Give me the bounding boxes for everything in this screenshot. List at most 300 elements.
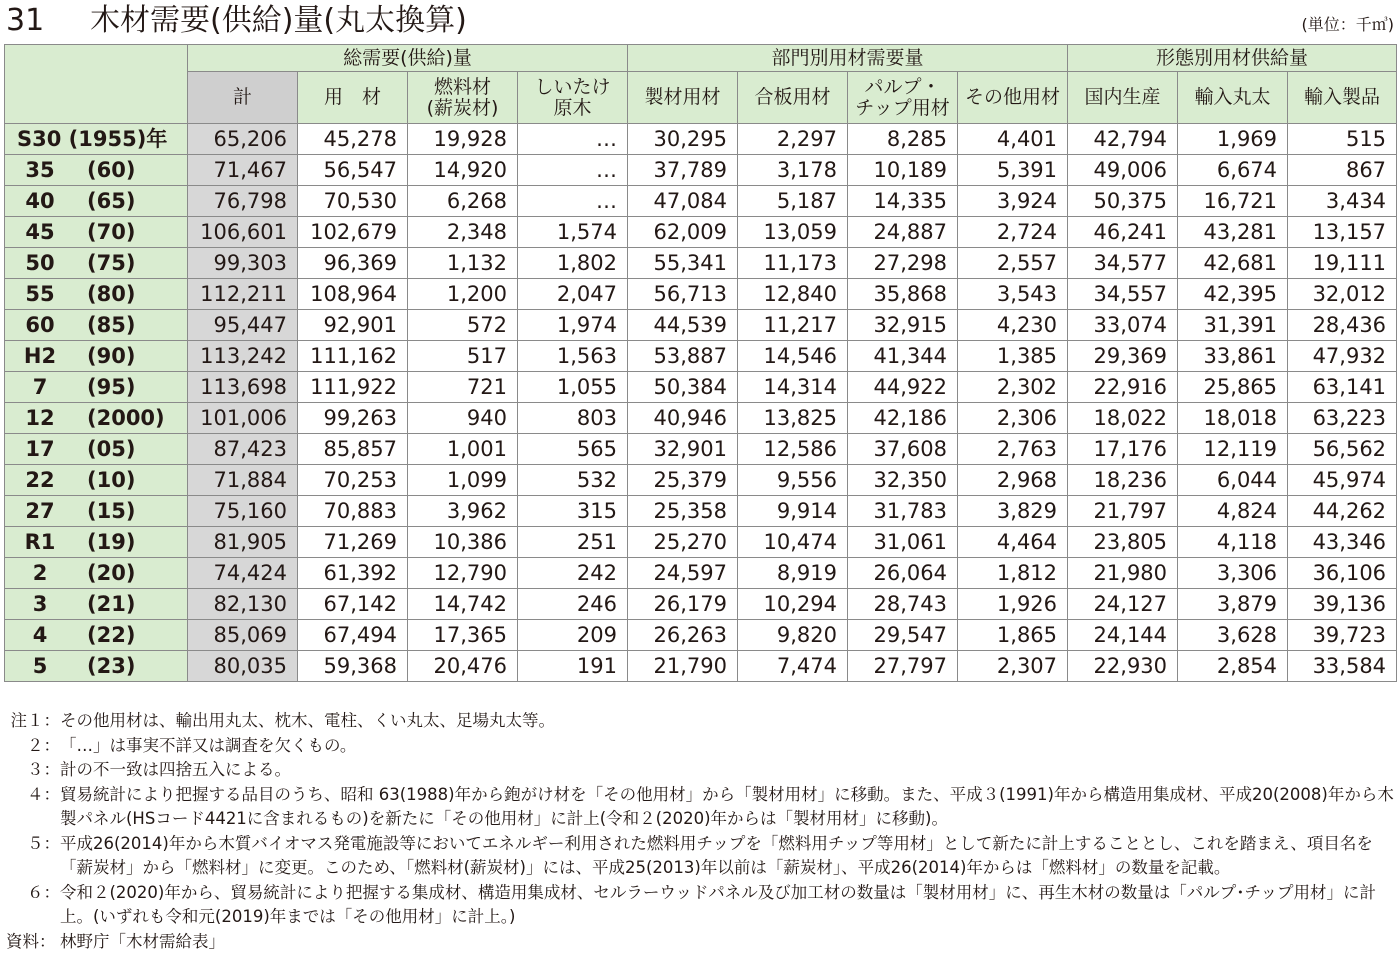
- cell-value: 113,242: [188, 341, 298, 372]
- cell-value: 25,379: [628, 465, 738, 496]
- cell-value: 532: [518, 465, 628, 496]
- cell-value: 112,211: [188, 279, 298, 310]
- cell-value: 40,946: [628, 403, 738, 434]
- cell-value: 25,865: [1178, 372, 1288, 403]
- cell-value: 49,006: [1068, 155, 1178, 186]
- cell-value: 45,974: [1288, 465, 1397, 496]
- cell-value: 74,424: [188, 558, 298, 589]
- era-year: 2: [32, 561, 48, 585]
- col-header-total: 計: [188, 72, 298, 124]
- note-label: ６：: [27, 882, 60, 902]
- cell-value: 3,628: [1178, 620, 1288, 651]
- cell-value: 1,132: [408, 248, 518, 279]
- western-year: (65): [87, 189, 136, 213]
- cell-value: 81,905: [188, 527, 298, 558]
- cell-value: 16,721: [1178, 186, 1288, 217]
- cell-value: 7,474: [738, 651, 848, 682]
- cell-value: 26,064: [848, 558, 958, 589]
- cell-value: 87,423: [188, 434, 298, 465]
- row-year: [5, 186, 188, 217]
- cell-value: 20,476: [408, 651, 518, 682]
- row-year: [5, 279, 188, 310]
- cell-value: 32,915: [848, 310, 958, 341]
- cell-value: 63,223: [1288, 403, 1397, 434]
- western-year: (95): [87, 375, 136, 399]
- cell-value: 17,176: [1068, 434, 1178, 465]
- cell-value: 92,901: [298, 310, 408, 341]
- cell-value: 27,298: [848, 248, 958, 279]
- cell-value: 6,674: [1178, 155, 1288, 186]
- cell-value: 63,141: [1288, 372, 1397, 403]
- note-item: [6, 832, 1398, 881]
- cell-value: 2,348: [408, 217, 518, 248]
- western-year: (05): [87, 437, 136, 461]
- era-year: 7: [32, 375, 48, 399]
- table-row: [5, 341, 1397, 372]
- cell-value: 3,543: [958, 279, 1068, 310]
- cell-value: 44,539: [628, 310, 738, 341]
- table-row: [5, 217, 1397, 248]
- cell-value: 9,556: [738, 465, 848, 496]
- cell-value: 31,061: [848, 527, 958, 558]
- page-title: [6, 1, 467, 41]
- cell-value: 42,794: [1068, 124, 1178, 155]
- cell-value: 721: [408, 372, 518, 403]
- col-header-lumber: 用 材: [298, 72, 408, 124]
- cell-value: 2,047: [518, 279, 628, 310]
- cell-value: 1,865: [958, 620, 1068, 651]
- era-year: S30: [17, 127, 62, 151]
- table-title: 木材需要(供給)量(丸太換算): [90, 3, 467, 38]
- cell-value: 9,820: [738, 620, 848, 651]
- cell-value: …: [518, 124, 628, 155]
- row-year: [5, 310, 188, 341]
- cell-value: 35,868: [848, 279, 958, 310]
- col-header-import-log: 輸入丸太: [1178, 72, 1288, 124]
- cell-value: 3,434: [1288, 186, 1397, 217]
- cell-value: 36,106: [1288, 558, 1397, 589]
- cell-value: 1,802: [518, 248, 628, 279]
- title-row: [0, 0, 1400, 44]
- cell-value: 2,968: [958, 465, 1068, 496]
- row-year: [5, 372, 188, 403]
- cell-value: 34,577: [1068, 248, 1178, 279]
- cell-value: 1,812: [958, 558, 1068, 589]
- western-year: (20): [87, 561, 136, 585]
- col-header-sawn: 製材用材: [628, 72, 738, 124]
- cell-value: 1,055: [518, 372, 628, 403]
- western-year: (1955)年: [68, 127, 168, 151]
- cell-value: 1,974: [518, 310, 628, 341]
- cell-value: 29,369: [1068, 341, 1178, 372]
- cell-value: 56,562: [1288, 434, 1397, 465]
- cell-value: 50,384: [628, 372, 738, 403]
- table-row: [5, 155, 1397, 186]
- table-row: [5, 527, 1397, 558]
- cell-value: …: [518, 186, 628, 217]
- note-item: [6, 881, 1398, 930]
- cell-value: 82,130: [188, 589, 298, 620]
- cell-value: 67,494: [298, 620, 408, 651]
- cell-value: 62,009: [628, 217, 738, 248]
- row-year: [5, 248, 188, 279]
- col-header-pulp: パルプ・ チップ用材: [848, 72, 958, 124]
- cell-value: 39,136: [1288, 589, 1397, 620]
- cell-value: 315: [518, 496, 628, 527]
- cell-value: 2,557: [958, 248, 1068, 279]
- cell-value: 27,797: [848, 651, 958, 682]
- cell-value: 50,375: [1068, 186, 1178, 217]
- source-label: 資料：: [6, 931, 56, 951]
- cell-value: 867: [1288, 155, 1397, 186]
- cell-value: 14,314: [738, 372, 848, 403]
- cell-value: 2,297: [738, 124, 848, 155]
- table-row: [5, 248, 1397, 279]
- era-year: 17: [25, 437, 55, 461]
- cell-value: 24,144: [1068, 620, 1178, 651]
- cell-value: 209: [518, 620, 628, 651]
- cell-value: 29,547: [848, 620, 958, 651]
- cell-value: 12,790: [408, 558, 518, 589]
- cell-value: 102,679: [298, 217, 408, 248]
- table-row: [5, 310, 1397, 341]
- cell-value: 2,763: [958, 434, 1068, 465]
- notes-list: [6, 709, 1398, 930]
- cell-value: 25,270: [628, 527, 738, 558]
- cell-value: 85,857: [298, 434, 408, 465]
- cell-value: 56,547: [298, 155, 408, 186]
- cell-value: 44,262: [1288, 496, 1397, 527]
- cell-value: 10,294: [738, 589, 848, 620]
- western-year: (60): [87, 158, 136, 182]
- cell-value: 12,586: [738, 434, 848, 465]
- era-year: 12: [25, 406, 55, 430]
- cell-value: 55,341: [628, 248, 738, 279]
- cell-value: 42,395: [1178, 279, 1288, 310]
- western-year: (90): [87, 344, 136, 368]
- cell-value: 6,044: [1178, 465, 1288, 496]
- col-header-plywood: 合板用材: [738, 72, 848, 124]
- cell-value: 47,084: [628, 186, 738, 217]
- cell-value: 1,574: [518, 217, 628, 248]
- cell-value: 30,295: [628, 124, 738, 155]
- cell-value: 4,464: [958, 527, 1068, 558]
- cell-value: 80,035: [188, 651, 298, 682]
- cell-value: 70,530: [298, 186, 408, 217]
- corner-header: [5, 45, 188, 124]
- era-year: 35: [25, 158, 55, 182]
- western-year: (85): [87, 313, 136, 337]
- table-number: 31: [6, 3, 45, 38]
- cell-value: 22,930: [1068, 651, 1178, 682]
- cell-value: 1,099: [408, 465, 518, 496]
- cell-value: 71,269: [298, 527, 408, 558]
- note-text: その他用材は、輸出用丸太、枕木、電柱、くい丸太、足場丸太等。: [60, 711, 555, 730]
- western-year: (2000): [87, 406, 165, 430]
- cell-value: 14,920: [408, 155, 518, 186]
- cell-value: 12,119: [1178, 434, 1288, 465]
- cell-value: 111,162: [298, 341, 408, 372]
- cell-value: 14,742: [408, 589, 518, 620]
- cell-value: 24,597: [628, 558, 738, 589]
- timber-demand-table: [4, 44, 1397, 682]
- western-year: (19): [87, 530, 136, 554]
- cell-value: 10,474: [738, 527, 848, 558]
- cell-value: 21,797: [1068, 496, 1178, 527]
- cell-value: 71,467: [188, 155, 298, 186]
- source-line: [6, 930, 1398, 955]
- cell-value: 23,805: [1068, 527, 1178, 558]
- col-header-shiitake: しいたけ 原木: [518, 72, 628, 124]
- table-row: [5, 620, 1397, 651]
- col-header-fuel: 燃料材 (薪炭材): [408, 72, 518, 124]
- cell-value: 4,230: [958, 310, 1068, 341]
- cell-value: 21,790: [628, 651, 738, 682]
- col-header-import-product: 輸入製品: [1288, 72, 1397, 124]
- cell-value: 191: [518, 651, 628, 682]
- cell-value: 46,241: [1068, 217, 1178, 248]
- row-year: [5, 651, 188, 682]
- cell-value: 2,306: [958, 403, 1068, 434]
- row-year: [5, 558, 188, 589]
- note-item: [6, 783, 1398, 832]
- row-year: [5, 217, 188, 248]
- cell-value: 18,236: [1068, 465, 1178, 496]
- row-year: [5, 434, 188, 465]
- cell-value: 1,200: [408, 279, 518, 310]
- cell-value: 39,723: [1288, 620, 1397, 651]
- western-year: (75): [87, 251, 136, 275]
- cell-value: 111,922: [298, 372, 408, 403]
- cell-value: 1,563: [518, 341, 628, 372]
- group-header-demand: 総需要(供給)量: [188, 45, 628, 72]
- notes-section: [6, 709, 1398, 954]
- cell-value: 34,557: [1068, 279, 1178, 310]
- table-row: [5, 496, 1397, 527]
- cell-value: 14,546: [738, 341, 848, 372]
- cell-value: 32,350: [848, 465, 958, 496]
- cell-value: 4,118: [1178, 527, 1288, 558]
- cell-value: 19,111: [1288, 248, 1397, 279]
- western-year: (21): [87, 592, 136, 616]
- note-text: 令和２(2020)年から、貿易統計により把握する集成材、構造用集成材、セルラーウッドパネル及び加工材の数量は「製材用材」に、再生木材の数量は「パルプ･チップ用材」に計上。(いずれも令和元(2019)年までは「その他用材」に計上。): [60, 882, 1376, 926]
- cell-value: 71,884: [188, 465, 298, 496]
- note-item: [6, 709, 1398, 734]
- cell-value: 61,392: [298, 558, 408, 589]
- cell-value: 22,916: [1068, 372, 1178, 403]
- cell-value: 33,074: [1068, 310, 1178, 341]
- cell-value: 33,584: [1288, 651, 1397, 682]
- cell-value: 4,824: [1178, 496, 1288, 527]
- col-header-domestic: 国内生産: [1068, 72, 1178, 124]
- cell-value: 11,217: [738, 310, 848, 341]
- cell-value: 2,307: [958, 651, 1068, 682]
- cell-value: 1,969: [1178, 124, 1288, 155]
- era-year: 60: [25, 313, 55, 337]
- cell-value: 2,302: [958, 372, 1068, 403]
- era-year: 3: [32, 592, 48, 616]
- row-year: [5, 527, 188, 558]
- cell-value: 18,022: [1068, 403, 1178, 434]
- cell-value: 70,253: [298, 465, 408, 496]
- note-label: ４：: [27, 784, 60, 804]
- cell-value: 940: [408, 403, 518, 434]
- note-label: ５：: [27, 833, 60, 853]
- era-year: 50: [25, 251, 55, 275]
- cell-value: 25,358: [628, 496, 738, 527]
- era-year: 5: [32, 654, 48, 678]
- cell-value: 1,385: [958, 341, 1068, 372]
- cell-value: 42,186: [848, 403, 958, 434]
- cell-value: 515: [1288, 124, 1397, 155]
- table-row: [5, 124, 1397, 155]
- cell-value: 242: [518, 558, 628, 589]
- cell-value: 41,344: [848, 341, 958, 372]
- cell-value: 67,142: [298, 589, 408, 620]
- cell-value: 33,861: [1178, 341, 1288, 372]
- cell-value: 85,069: [188, 620, 298, 651]
- cell-value: 56,713: [628, 279, 738, 310]
- row-year: [5, 341, 188, 372]
- cell-value: 246: [518, 589, 628, 620]
- table-row: [5, 279, 1397, 310]
- cell-value: 44,922: [848, 372, 958, 403]
- cell-value: 12,840: [738, 279, 848, 310]
- western-year: (70): [87, 220, 136, 244]
- cell-value: 106,601: [188, 217, 298, 248]
- row-year: [5, 496, 188, 527]
- row-year: [5, 155, 188, 186]
- cell-value: 37,789: [628, 155, 738, 186]
- cell-value: 1,001: [408, 434, 518, 465]
- cell-value: 70,883: [298, 496, 408, 527]
- cell-value: 37,608: [848, 434, 958, 465]
- note-item: [6, 758, 1398, 783]
- cell-value: 8,919: [738, 558, 848, 589]
- row-year: [5, 589, 188, 620]
- table-row: [5, 434, 1397, 465]
- cell-value: 76,798: [188, 186, 298, 217]
- cell-value: 108,964: [298, 279, 408, 310]
- cell-value: 65,206: [188, 124, 298, 155]
- table-row: [5, 403, 1397, 434]
- cell-value: 5,391: [958, 155, 1068, 186]
- cell-value: 13,157: [1288, 217, 1397, 248]
- era-year: 22: [25, 468, 55, 492]
- cell-value: 2,854: [1178, 651, 1288, 682]
- cell-value: 75,160: [188, 496, 298, 527]
- cell-value: 42,681: [1178, 248, 1288, 279]
- cell-value: 28,436: [1288, 310, 1397, 341]
- cell-value: 19,928: [408, 124, 518, 155]
- cell-value: 31,391: [1178, 310, 1288, 341]
- note-label: ２：: [27, 735, 60, 755]
- cell-value: 43,281: [1178, 217, 1288, 248]
- row-year: [5, 403, 188, 434]
- cell-value: 6,268: [408, 186, 518, 217]
- cell-value: 3,962: [408, 496, 518, 527]
- cell-value: 96,369: [298, 248, 408, 279]
- cell-value: 31,783: [848, 496, 958, 527]
- note-text: 貿易統計により把握する品目のうち、昭和 63(1988)年から鉋がけ材を「その他用材」から「製材用材」に移動。また、平成３(1991)年から構造用集成材、平成20(2008)年から木製パネル(HSコード4421に含まれるもの)を新たに「その他用材」に計上(令和２(2020)年からは「製材用材」に移動)。: [60, 784, 1394, 828]
- cell-value: 5,187: [738, 186, 848, 217]
- row-year: [5, 465, 188, 496]
- cell-value: 803: [518, 403, 628, 434]
- cell-value: 14,335: [848, 186, 958, 217]
- cell-value: 3,306: [1178, 558, 1288, 589]
- cell-value: 53,887: [628, 341, 738, 372]
- era-year: 40: [25, 189, 55, 213]
- cell-value: 517: [408, 341, 518, 372]
- table-row: [5, 465, 1397, 496]
- era-year: 4: [32, 623, 48, 647]
- table-row: [5, 651, 1397, 682]
- western-year: (15): [87, 499, 136, 523]
- cell-value: 47,932: [1288, 341, 1397, 372]
- cell-value: 32,012: [1288, 279, 1397, 310]
- cell-value: 45,278: [298, 124, 408, 155]
- note-label: 注１：: [10, 711, 60, 730]
- western-year: (22): [87, 623, 136, 647]
- era-year: H2: [23, 344, 57, 368]
- cell-value: 3,829: [958, 496, 1068, 527]
- table-row: [5, 372, 1397, 403]
- cell-value: 13,059: [738, 217, 848, 248]
- table-row: [5, 558, 1397, 589]
- western-year: (10): [87, 468, 136, 492]
- cell-value: 11,173: [738, 248, 848, 279]
- note-text: 「…」は事実不詳又は調査を欠くもの。: [60, 735, 357, 755]
- cell-value: 95,447: [188, 310, 298, 341]
- cell-value: 101,006: [188, 403, 298, 434]
- cell-value: 10,386: [408, 527, 518, 558]
- table-body: [5, 124, 1397, 682]
- era-year: 45: [25, 220, 55, 244]
- note-item: [6, 734, 1398, 759]
- cell-value: 24,127: [1068, 589, 1178, 620]
- cell-value: 3,879: [1178, 589, 1288, 620]
- cell-value: 99,303: [188, 248, 298, 279]
- era-year: 27: [25, 499, 55, 523]
- cell-value: 113,698: [188, 372, 298, 403]
- cell-value: 3,924: [958, 186, 1068, 217]
- cell-value: 24,887: [848, 217, 958, 248]
- cell-value: 10,189: [848, 155, 958, 186]
- cell-value: 59,368: [298, 651, 408, 682]
- note-label: ３：: [27, 760, 60, 779]
- cell-value: 565: [518, 434, 628, 465]
- table-row: [5, 589, 1397, 620]
- cell-value: 99,263: [298, 403, 408, 434]
- cell-value: …: [518, 155, 628, 186]
- group-header-sector: 部門別用材需要量: [628, 45, 1068, 72]
- cell-value: 251: [518, 527, 628, 558]
- western-year: (23): [87, 654, 136, 678]
- cell-value: 43,346: [1288, 527, 1397, 558]
- cell-value: 8,285: [848, 124, 958, 155]
- western-year: (80): [87, 282, 136, 306]
- cell-value: 13,825: [738, 403, 848, 434]
- row-year: [5, 124, 188, 155]
- cell-value: 32,901: [628, 434, 738, 465]
- note-text: 計の不一致は四捨五入による。: [60, 760, 291, 779]
- unit-label: (単位：千㎥): [1301, 15, 1394, 34]
- cell-value: 572: [408, 310, 518, 341]
- note-text: 平成26(2014)年から木質バイオマス発電施設等においてエネルギー利用された燃料用チップを「燃料用チップ等用材」として新たに計上することとし、これを踏まえ、項目名を「薪炭材」から「燃料材」に変更。このため、「燃料材(薪炭材)」には、平成25(2013)年以前は「薪炭材」、平成26(2014)年からは「燃料材」の数量を記載。: [60, 833, 1373, 877]
- source-text: 林野庁「木材需給表」: [60, 931, 225, 951]
- cell-value: 28,743: [848, 589, 958, 620]
- era-year: R1: [24, 530, 56, 554]
